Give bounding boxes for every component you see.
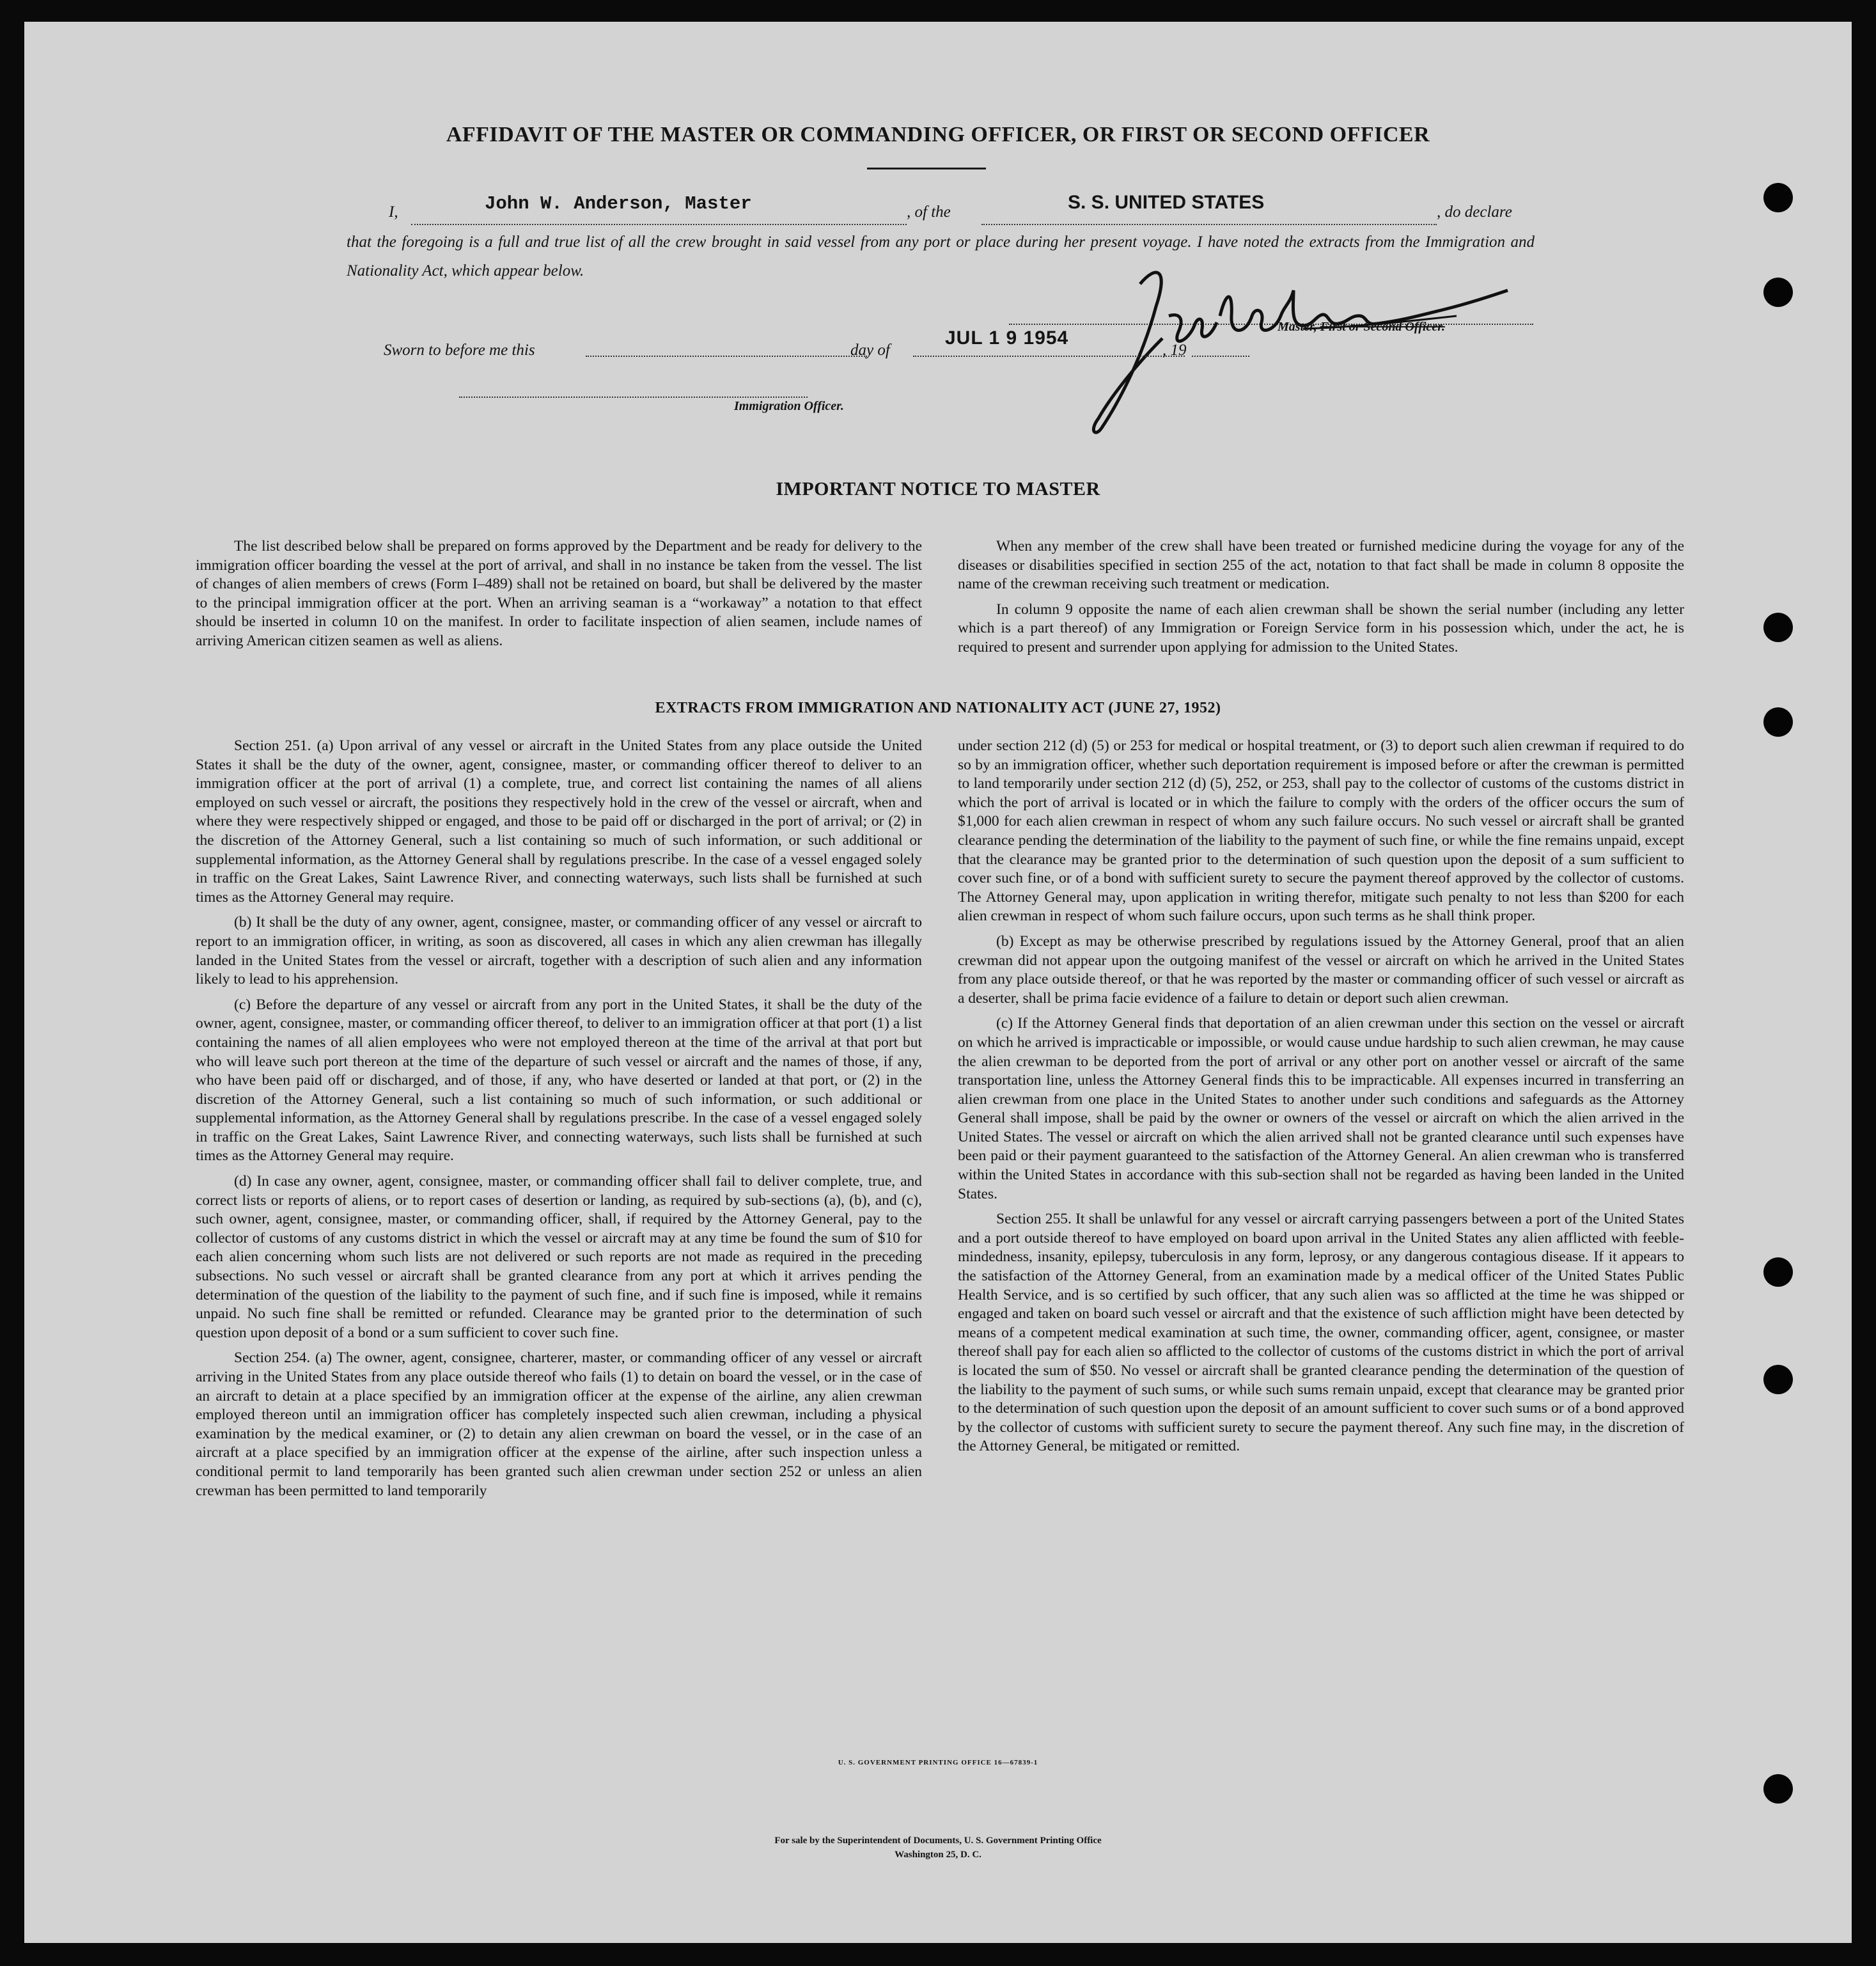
notice-right-column bbox=[958, 537, 1684, 664]
master-signature bbox=[1060, 246, 1572, 450]
vessel-name-line bbox=[981, 214, 1437, 225]
section-251b: (b) It shall be the duty of any owner, agent, consignee, master, or commanding officer of any vessel or aircraft to report to an immigration officer, in writing, as soon as discovered, all cases in which any alien crewman has illegally landed in the United States from the vessel or aircraft, together with a description of such alien and any information likely to lead to his apprehension. bbox=[196, 914, 922, 988]
sale-line-2: Washington 25, D. C. bbox=[895, 1850, 981, 1860]
punch-hole bbox=[1763, 707, 1793, 737]
punch-hole bbox=[1763, 1257, 1793, 1287]
year-line bbox=[1192, 354, 1249, 357]
officer-signature-line bbox=[459, 395, 808, 398]
document-page bbox=[24, 22, 1852, 1943]
notice-left-paragraph: The list described below shall be prepared on forms approved by the Department and be ready for delivery to the immigration officer boarding the vessel at the port of arrival, and shall in no instance be taken from the vessel. The list of changes of alien members of crews (Form I–489) shall not be retained on board, but shall be delivered by the master to the principal immigration officer at the port. When an arriving seaman is a “workaway” a notation to that effect should be inserted in column 10 on the manifest. In order to facilitate inspection of alien seamen, include names of arriving American citizen seamen as well as aliens. bbox=[196, 538, 922, 649]
notice-right-paragraph-1: When any member of the crew shall have been treated or furnished medicine during the voyage for any of the diseases or disabilities specified in section 255 of the act, notation to that fact shall be made in column 8 opposite the name of the crewman receiving such treatment or medication. bbox=[958, 538, 1684, 593]
punch-hole bbox=[1763, 1365, 1793, 1394]
officer-caption: Immigration Officer. bbox=[734, 399, 844, 413]
punch-hole bbox=[1763, 1774, 1793, 1804]
day-of-label: day of bbox=[850, 342, 890, 359]
extracts-left-column bbox=[196, 737, 922, 1507]
signature-caption-master: Master, bbox=[1278, 320, 1320, 334]
section-254a: Section 254. (a) The owner, agent, consignee, charterer, master, or commanding officer of any vessel or aircraft arriving in the United States from any place outside thereof who fails (1) to detain on board the vessel, or in the case of an aircraft to detain at a place specified by an immigration officer at the expense of the airline, any alien crewman employed thereon until an immigration officer has completely inspected such alien crewman, including a physical examination by the medical examiner, or (2) to detain any alien crewman on board the vessel, or in the case of an aircraft at a place specified by an immigration officer at the expense of the airline, after such inspection unless a conditional permit to land temporarily has been granted such alien crewman under section 252 or unless an alien crewman has been permitted to land temporarily bbox=[196, 1349, 922, 1499]
signature-caption bbox=[1278, 320, 1445, 334]
section-254a-continued: under section 212 (d) (5) or 253 for medical or hospital treatment, or (3) to deport such alien crewman if required to do so by an immigration officer, whether such deportation requirement is imposed before or after the crewman is permitted to land temporarily under section 212 (d) (5), 252, or 253, shall pay to the collector of customs of the customs district in which the port of arrival is located or in which the failure to comply with the orders of the officer occurs the sum of $1,000 for each alien crewman in respect of whom any such failure occurs. No such vessel or aircraft shall be granted clearance pending the determination of the liability to the payment of such fine, or while the fine remains unpaid, except that the clearance may be granted prior to the determination of such question upon the deposit of a sum sufficient to cover such fine, or of a bond with sufficient surety to secure the payment thereof approved by the collector of customs. The Attorney General may, upon application in writing therefor, mitigate such penalty to not less than $200 for each alien crewman in respect of whom such failure occurs, upon such terms as he shall think proper. bbox=[958, 737, 1684, 925]
master-name-line bbox=[411, 214, 907, 225]
punch-hole bbox=[1763, 278, 1793, 307]
punch-hole bbox=[1763, 183, 1793, 212]
section-254c: (c) If the Attorney General finds that deportation of an alien crewman under this section on the vessel or aircraft on which he arrived is impracticable or impossible, or would cause undue hardship to such alien crewman, he may cause the alien crewman to be deported from the port of arrival or any other port on another vessel or aircraft of the same transportation line, unless the Attorney General finds this to be impracticable. All expenses incurred in transferring an alien crewman from one place in the United States to another under such conditions and safeguards as the Attorney General shall impose, shall be paid by the owner or owners of the vessel or aircraft on which the alien arrived in the United States. The vessel or aircraft on which the alien arrived shall not be granted clearance until such expenses have been paid or their payment guaranteed to the satisfaction of the Attorney General. An alien crewman who is transferred within the United States in accordance with this sub-section shall not be regarded as having been landed in the United States. bbox=[958, 1015, 1684, 1202]
title-divider bbox=[867, 168, 986, 169]
sale-line-1: For sale by the Superintendent of Documents, U. S. Government Printing Office bbox=[774, 1836, 1102, 1846]
affidavit-title: AFFIDAVIT OF THE MASTER OR COMMANDING OFFICER, OR FIRST OR SECOND OFFICER bbox=[446, 123, 1430, 146]
section-251a: Section 251. (a) Upon arrival of any vessel or aircraft in the United States from any place outside the United States it shall be the duty of the owner, agent, consignee, master, or commanding officer thereof to deliver to an immigration officer at the port of arrival (1) a complete, true, and correct list containing the names of all aliens employed on such vessel or aircraft, the positions they respectively hold in the crew of the vessel or aircraft, when and where they were respectively shipped or engaged, and those to be paid off or discharged in the port of arrival; or (2) in the discretion of the Attorney General, such a list containing so much of such information, or such additional or supplemental information, as the Attorney General shall by regulations prescribe. In the case of a vessel engaged solely in traffic on the Great Lakes, Saint Lawrence River, and connecting waterways, such lists shall be furnished at such times as the Attorney General may require. bbox=[196, 737, 922, 906]
declaration-text: that the foregoing is a full and true list of all the crew brought in said vessel from any port or place during her present voyage. I have noted the extracts from the Immigration and Nationality Act, which appear below. bbox=[347, 233, 1535, 279]
pronoun-label: I, bbox=[389, 203, 398, 221]
section-251d: (d) In case any owner, agent, consignee, master, or commanding officer shall fail to deliver complete, true, and correct lists or reports of aliens, or to report cases of desertion or landing, as required by sub-sections (a), (b), and (c), such owner, agent, consignee, master, or commanding officer, shall, if required by the Attorney General, pay to the collector of customs of any customs district in which the vessel or aircraft may at any time be found the sum of $10 for each alien concerning whom such lists are not delivered or such reports are not made as required in the preceding subsections. No such vessel or aircraft shall be granted clearance from any port at which it arrives pending the determination of the question of the liability to the payment of such fine, and if such fine is imposed, while it remains unpaid. No such fine shall be remitted or refunded. Clearance may be granted prior to the determination of such question upon deposit of a bond or a sum sufficient to cover such fine. bbox=[196, 1173, 922, 1341]
signature-caption-struck: First or Second Officer. bbox=[1320, 320, 1445, 334]
section-254b: (b) Except as may be otherwise prescribed by regulations issued by the Attorney General, proof that an alien crewman did not appear upon the outgoing manifest of the vessel or aircraft on which he arrived in the United States from any place outside thereof, or that he was reported by the master or commanding officer of such vessel or aircraft as a deserter, shall be prima facie evidence of a failure to detain or deport such alien crewman. bbox=[958, 932, 1684, 1007]
of-the-label: , of the bbox=[907, 203, 951, 221]
do-declare-label: , do declare bbox=[1437, 203, 1512, 221]
notice-right-paragraph-2: In column 9 opposite the name of each alien crewman shall be shown the serial number (including any letter which is a part thereof) of any Immigration or Foreign Service form in his possession which, under the act, he is required to present and surrender upon applying for admission to the United States. bbox=[958, 601, 1684, 656]
section-251c: (c) Before the departure of any vessel or aircraft from any port in the United States, it shall be the duty of the owner, agent, consignee, master, or commanding officer thereof, to deliver to an immigration officer at that port (1) a list containing the names of all alien employees who were not employed thereon at the time of the arrival at that port but who will leave such port thereon at the time of the departure of such vessel or aircraft and the names of those, if any, who have been paid off or discharged, and of those, if any, who have deserted or landed at that port, or (2) in the discretion of the Attorney General, such a list containing so much of such information, or such additional or supplemental information, as the Attorney General shall by regulations prescribe. In the case of a vessel engaged solely in traffic on the Great Lakes, Saint Lawrence River, and connecting waterways, such lists shall be furnished at such times as the Attorney General may require. bbox=[196, 996, 922, 1165]
extracts-right-column bbox=[958, 737, 1684, 1463]
notice-title: IMPORTANT NOTICE TO MASTER bbox=[776, 478, 1100, 499]
master-name-field: John W. Anderson, Master bbox=[485, 193, 752, 214]
sworn-month-line bbox=[913, 354, 1185, 357]
sworn-label: Sworn to before me this bbox=[384, 342, 535, 359]
date-stamp: JUL 1 9 1954 bbox=[945, 327, 1069, 349]
section-255: Section 255. It shall be unlawful for any vessel or aircraft carrying passengers between a port of the United States and a port outside thereof to have employed on board upon arrival in the United States any alien afflicted with feeble-mindedness, insanity, epilepsy, tuberculosis in any form, leprosy, or any dangerous contagious disease. If it appears to the satisfaction of the Attorney General, from an examination made by a medical officer of the United States Public Health Service, and is so certified by such officer, that any such alien was so afflicted at the time he was shipped or engaged and taken on board such vessel or aircraft and that the existence of such affliction might have been detected by means of a competent medical examination at such time, the owner, commanding officer, agent, consignee, or master thereof shall pay for each alien so afflicted to the collector of customs of the customs district in which the port of arrival is located the sum of $50. No vessel or aircraft shall be granted clearance pending the determination of the question of the liability to the payment of such sums, or while such sums remain unpaid, except that clearance may be granted prior to the determination of such question upon the deposit of an amount sufficient to cover such sums or of a bond approved by the collector of customs with sufficient surety to secure the payment thereof. Any such fine may, in the discretion of the Attorney General, be mitigated or remitted. bbox=[958, 1211, 1684, 1455]
vessel-name-field: S. S. UNITED STATES bbox=[1068, 192, 1265, 213]
notice-left-column bbox=[196, 537, 922, 657]
punch-hole bbox=[1763, 613, 1793, 642]
year-prefix-label: , 19 bbox=[1162, 342, 1187, 359]
extracts-title: EXTRACTS FROM IMMIGRATION AND NATIONALITY ACT (JUNE 27, 1952) bbox=[655, 700, 1221, 716]
sworn-day-line bbox=[586, 354, 867, 357]
gpo-line: U. S. GOVERNMENT PRINTING OFFICE 16—67839-1 bbox=[838, 1759, 1038, 1766]
